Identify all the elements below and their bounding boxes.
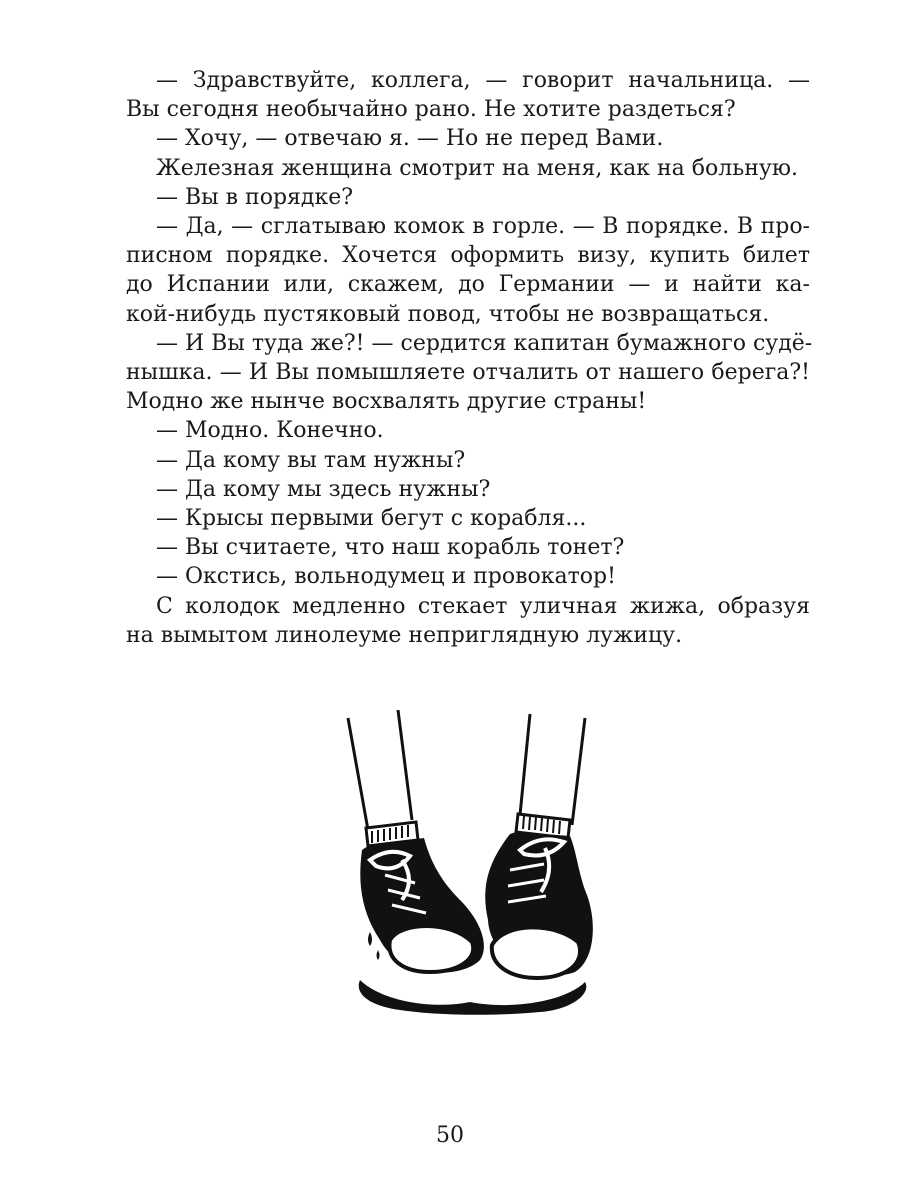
paragraph [126, 329, 813, 417]
page-number: 50 [436, 1123, 464, 1148]
paragraph [126, 183, 810, 212]
text-line: — Да кому мы здесь нужны? [156, 476, 491, 502]
paragraph [126, 124, 810, 153]
text-line: до Испании или, скажем, до Германии — и найти ка- [126, 272, 810, 298]
text-line: — И Вы туда же?! — сердится капитан бумажного судё- [156, 330, 813, 356]
text-line: нышка. — И Вы помышляете отчалить от нашего берега?! [126, 360, 810, 386]
right-leg [520, 714, 585, 825]
text-line: — Вы в порядке? [156, 184, 354, 210]
text-line: — Окстись, вольнодумец и провокатор! [156, 564, 616, 590]
text-line: — Крысы первыми бегут с корабля... [156, 506, 587, 532]
text-line: на вымытом линолеуме неприглядную лужицу. [126, 622, 683, 648]
text-line: — Модно. Конечно. [156, 418, 384, 444]
drip-left [368, 932, 372, 946]
text-line: Вы сегодня необычайно рано. Не хотите раздеться? [126, 97, 736, 123]
text-line: Железная женщина смотрит на меня, как на больную. [156, 155, 798, 181]
text-line: — Да, — сглатываю комок в горле. — В порядке. В про- [156, 214, 810, 240]
text-line: писном порядке. Хочется оформить визу, купить билет [126, 243, 810, 269]
right-toe-cap [492, 927, 580, 978]
text-line: — Хочу, — отвечаю я. — Но не перед Вами. [156, 126, 664, 152]
text-line: — Вы считаете, что наш корабль тонет? [156, 535, 625, 561]
left-toe-cap [389, 926, 473, 972]
left-leg [348, 710, 412, 830]
paragraph [126, 533, 810, 562]
sneakers-illustration-icon [340, 710, 600, 1030]
text-line: С колодок медленно стекает уличная жижа, образуя [156, 593, 810, 619]
text-line: — Да кому вы там нужны? [156, 447, 466, 473]
paragraph [126, 592, 810, 650]
text-line: — Здравствуйте, коллега, — говорит начальница. — [156, 68, 810, 93]
drip-left-2 [377, 950, 380, 960]
paragraph [126, 416, 810, 445]
puddle-shape [359, 980, 587, 1015]
paragraph [126, 446, 810, 475]
paragraph [126, 562, 810, 591]
paragraph [126, 212, 810, 329]
text-line: кой-нибудь пустяковый повод, чтобы не возвращаться. [126, 301, 770, 327]
paragraph [126, 66, 810, 124]
paragraph [126, 475, 810, 504]
paragraph [126, 504, 810, 533]
paragraph [126, 154, 810, 183]
text-line: Модно же нынче восхвалять другие страны! [126, 389, 647, 415]
page-text [126, 66, 813, 650]
